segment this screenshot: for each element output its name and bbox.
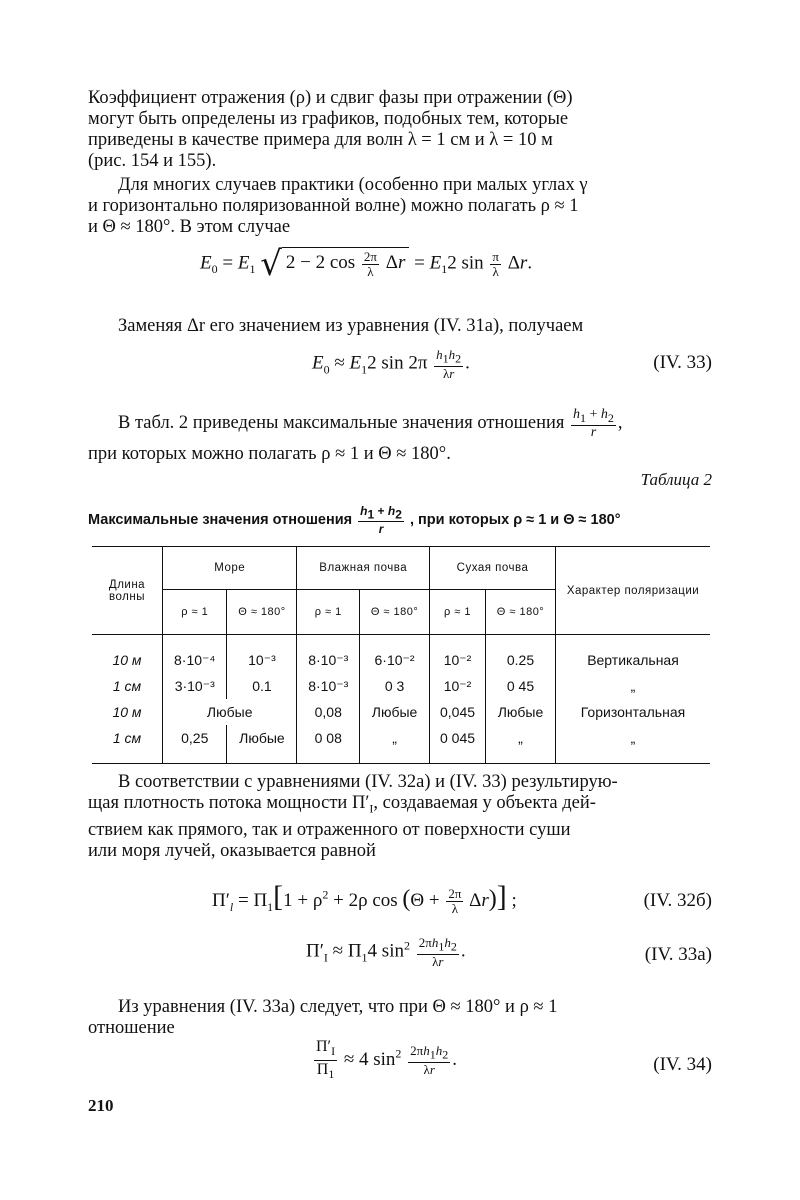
cell-wavelength: 1 см	[92, 725, 163, 764]
data-table	[92, 546, 710, 764]
table-title-suffix: , при которых ρ ≈ 1 и Θ ≈ 180°	[409, 512, 621, 529]
table-cell: 0 3	[360, 673, 430, 699]
text-segment: В табл. 2 приведены максимальные значения отношения	[118, 413, 565, 434]
table-row	[92, 699, 710, 725]
table-cell: 8·10⁻³	[297, 635, 360, 674]
cell-polarization: „	[556, 725, 711, 764]
text-line: (рис. 154 и 155).	[88, 151, 217, 171]
table-cell: Любые	[485, 699, 555, 725]
header-polarization: Характер поляризации	[556, 547, 711, 635]
table-title: Максимальные значения отношения $\frac{h_1 + h_2}{r}$ , при которых ρ ≈ 1 и Θ ≈ 180°	[88, 504, 621, 537]
subheader-rho: ρ ≈ 1	[430, 590, 486, 635]
table-cell: 0 045	[430, 725, 486, 764]
text-line: и горизонтально поляризованной волне) можно полагать ρ ≈ 1	[88, 196, 579, 216]
equation-e0: $E_0 = E_1$ √ 2 − 2 cos $\frac{2\pi}{\lambda}$ $\Delta r = E_12$ sin $\frac{\pi}{\lambda}$ Δr.	[200, 244, 533, 284]
page-number: 210	[88, 1096, 114, 1115]
table-cell: 0,045	[430, 699, 486, 725]
table-cell: 0 08	[297, 725, 360, 764]
paragraph-6	[88, 997, 712, 1039]
text-line: при которых можно полагать ρ ≈ 1 и Θ ≈ 180°.	[88, 443, 451, 464]
table-cell-merged: Любые	[163, 699, 297, 725]
equation-iv34: $\frac{\Pi'_I}{\Pi_1}$ ≈ 4 $\sin^2$ $\frac{2\pi h_1h_2}{\lambda r}$ .	[316, 1038, 457, 1082]
cell-polarization: Вертикальная	[587, 652, 679, 668]
table-cell: 10⁻²	[430, 635, 486, 674]
table-cell: 0 45	[485, 673, 555, 699]
subheader-theta: Θ ≈ 180°	[485, 590, 555, 635]
table-cell: 8·10⁻³	[297, 673, 360, 699]
table-cell: 6·10⁻²	[360, 635, 430, 674]
subheader-rho: ρ ≈ 1	[163, 590, 227, 635]
paragraph-3	[88, 316, 712, 337]
text-line: и Θ ≈ 180°. В этом случае	[88, 217, 291, 237]
cell-polarization: „	[630, 678, 636, 694]
table-row	[92, 725, 710, 764]
paragraph-5	[88, 772, 712, 862]
text-line: Заменяя Δr его значением из уравнения (IV. 31a), получаем	[118, 316, 584, 336]
cell-wavelength: 10 м	[92, 635, 163, 674]
table-row	[92, 673, 710, 699]
cell-wavelength: 1 см	[92, 673, 163, 699]
equation-number: (IV. 32б)	[643, 890, 712, 911]
table-cell: 10⁻²	[430, 673, 486, 699]
text-line: Коэффициент отражения (ρ) и сдвиг фазы при отражении (Θ)	[88, 88, 573, 108]
paragraph-2	[88, 175, 712, 238]
header-wavelength: Длина волны	[92, 547, 163, 635]
cell-wavelength: 10 м	[92, 699, 163, 725]
subheader-theta: Θ ≈ 180°	[360, 590, 430, 635]
table-row	[92, 635, 710, 674]
text-line: Из уравнения (IV. 33a) следует, что при Θ ≈ 180° и ρ ≈ 1	[118, 997, 558, 1017]
equation-iv33: $E_0 \approx E_12$ sin 2π $\frac{h_1h_2}{\lambda r}$ .	[312, 347, 470, 381]
table-label: Таблица 2	[640, 470, 712, 489]
table-cell: 0.1	[227, 673, 297, 699]
subheader-rho: ρ ≈ 1	[297, 590, 360, 635]
text-line: В соответствии с уравнениями (IV. 32a) и (IV. 33) результирую-	[118, 772, 618, 792]
text-line: отношение	[88, 1018, 175, 1038]
header-group-sea: Море	[163, 547, 297, 590]
equation-iv33a: $\Pi'_I \approx \Pi_14$ $\sin^2$ $\frac{2\pi h_1h_2}{\lambda r}$ .	[306, 935, 466, 969]
text-segment: , создаваемая у объекта дей-	[373, 793, 596, 813]
paragraph-1	[88, 88, 712, 172]
text-line: В табл. 2 приведены максимальные значения отношения $\frac{h_1 + h_2}{r}$ ,	[118, 407, 623, 440]
text-line: или моря лучей, оказывается равной	[88, 840, 376, 861]
equation-number: (IV. 33a)	[644, 944, 712, 965]
text-line: щая плотность потока мощности $\Pi'_I$, создаваемая у объекта дей-	[88, 793, 596, 816]
text-line: могут быть определены из графиков, подобных тем, которые	[88, 109, 569, 129]
text-line: приведены в качестве примера для волн λ = 1 см и λ = 10 м	[88, 130, 553, 150]
header-group-wet-soil: Влажная почва	[297, 547, 430, 590]
table-cell: 0,25	[163, 725, 227, 764]
text-line: ствием как прямого, так и отраженного от поверхности суши	[88, 819, 571, 840]
table-cell: „	[485, 725, 555, 764]
table-title-prefix: Максимальные значения отношения	[88, 512, 353, 529]
table-cell: „	[360, 725, 430, 764]
table-cell: Любые	[360, 699, 430, 725]
table-cell: 8·10⁻⁴	[163, 635, 227, 674]
subheader-theta: Θ ≈ 180°	[227, 590, 297, 635]
table-cell: 10⁻³	[227, 635, 297, 674]
paragraph-4	[88, 408, 712, 465]
text-segment: щая плотность потока мощности Π′	[88, 793, 370, 813]
table-cell: 0.25	[485, 635, 555, 674]
header-group-dry-soil: Сухая почва	[430, 547, 556, 590]
equation-iv32b: $\Pi'_l = \Pi_1[1 + \rho^2 + 2\rho$ cos (Θ + $\frac{2\pi}{\lambda}$ Δr)] ;	[212, 880, 517, 917]
cell-polarization: Горизонтальная	[580, 704, 686, 720]
text-line: Для многих случаев практики (особенно при малых углах γ	[118, 175, 588, 195]
table-cell: Любые	[227, 725, 297, 764]
equation-number: (IV. 33)	[653, 352, 712, 373]
equation-number: (IV. 34)	[653, 1054, 712, 1075]
table-cell: 3·10⁻³	[163, 673, 227, 699]
table-cell: 0,08	[297, 699, 360, 725]
